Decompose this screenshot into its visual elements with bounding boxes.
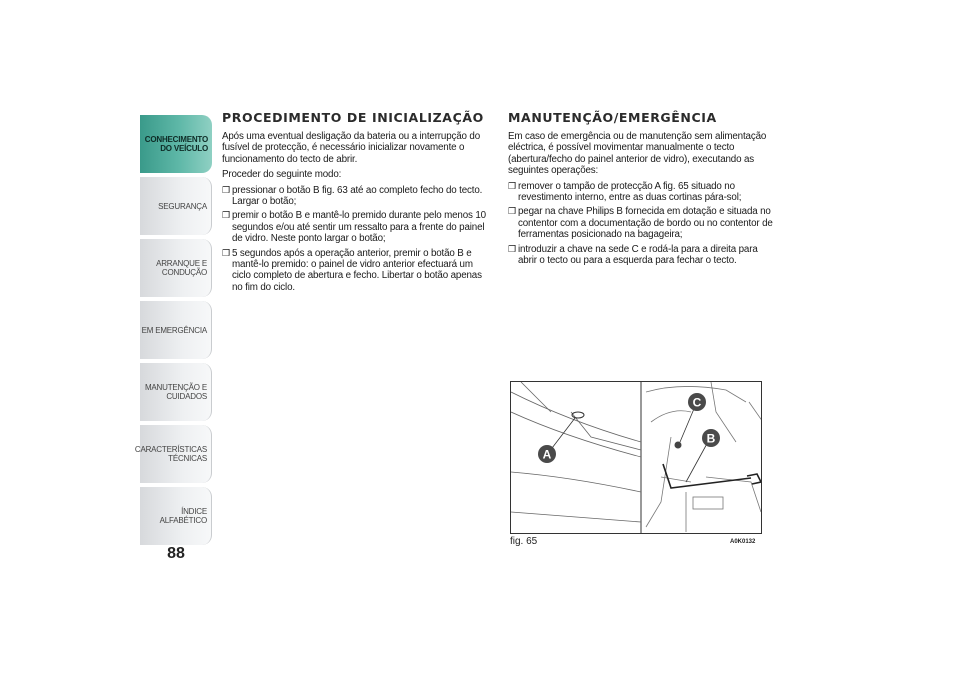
tab-manutencao-e-cuidados[interactable]: MANUTENÇÃO E CUIDADOS [140,363,212,421]
checkbox-bullet-icon: ❒ [508,180,516,191]
checkbox-bullet-icon: ❒ [508,243,516,254]
svg-text:B: B [706,431,716,446]
checkbox-bullet-icon: ❒ [508,206,516,217]
checkbox-bullet-icon: ❒ [222,184,230,195]
list-item-text: introduzir a chave na sede C e rodá-la para a direita para abrir o tecto ou para a esquerda para fechar o tecto. [518,243,758,267]
tab-seguranca[interactable]: SEGURANÇA [140,177,212,235]
paragraph: Proceder do seguinte modo: [222,169,342,181]
tab-caracteristicas-tecnicas[interactable]: CARACTERÍSTICAS TÉCNICAS [140,425,212,483]
list-item-text: pegar na chave Philips B fornecida em dotação e situada no contentor com a documentação de bordo ou no contentor de ferramentas posicionado na bagageira; [518,206,773,241]
list-item-text: pressionar o botão B fig. 63 até ao completo fecho do tecto. Largar o botão; [232,184,483,208]
figure-code: A0K0132 [730,539,756,545]
step-list [222,185,492,294]
figure-caption: fig. 65 [510,536,538,547]
step-list [508,181,778,267]
tab-conhecimento-do-veiculo[interactable]: CONHECIMENTO DO VEÍCULO [140,115,212,173]
paragraph: Em caso de emergência ou de manutenção sem alimentação eléctrica, é possível movimentar manualmente o tecto (abertura/fecho do painel anterior de vidro), executando as seguintes operações: [508,131,767,177]
tab-indice-alfabetico[interactable]: ÍNDICE ALFABÉTICO [140,487,212,545]
list-item [222,210,492,244]
section-initialization [222,110,492,296]
checkbox-bullet-icon: ❒ [222,210,230,221]
page-number: 88 [167,545,185,562]
socket-c [675,442,682,449]
philips-key [663,464,761,488]
tab-em-emergencia[interactable]: EM EMERGÊNCIA [140,301,212,359]
list-item [508,181,778,204]
list-item [508,206,778,240]
tab-arranque-e-conducao[interactable]: ARRANQUE E CONDUÇÃO [140,239,212,297]
figure-65 [510,381,762,534]
list-item-text: premir o botão B e mantê-lo premido durante pelo menos 10 segundos e/ou até sentir um ressalto para a frente do painel de vidro. Neste ponto largar o botão; [232,210,486,245]
list-item [222,185,492,208]
roof-illustration [511,382,762,534]
svg-text:A: A [542,447,552,462]
callout-a-icon [538,445,556,463]
checkbox-bullet-icon: ❒ [222,247,230,258]
list-item [222,248,492,294]
paragraph: Após uma eventual desligação da bateria ou a interrupção do fusível de protecção, é necessário inicializar novamente o funcionamento do tecto de abrir. [222,131,481,165]
headliner-illustration [511,382,641,522]
section-title: PROCEDIMENTO DE INICIALIZAÇÃO [222,110,484,125]
list-item-text: remover o tampão de protecção A fig. 65 situado no revestimento interno, entre as duas cortinas pára-sol; [518,180,742,204]
list-item-text: 5 segundos após a operação anterior, premir o botão B e mantê-lo premido: o painel de vidro anterior efectuará um ciclo completo de abertura e fecho. Libertar o botão apenas no fim do ciclo. [232,247,482,293]
section-title: MANUTENÇÃO/EMERGÊNCIA [508,110,717,125]
svg-text:C: C [692,395,702,410]
list-item [508,244,778,267]
callout-b-icon [702,429,720,447]
section-maintenance-emergency [508,110,778,269]
callout-c-icon [688,393,706,411]
